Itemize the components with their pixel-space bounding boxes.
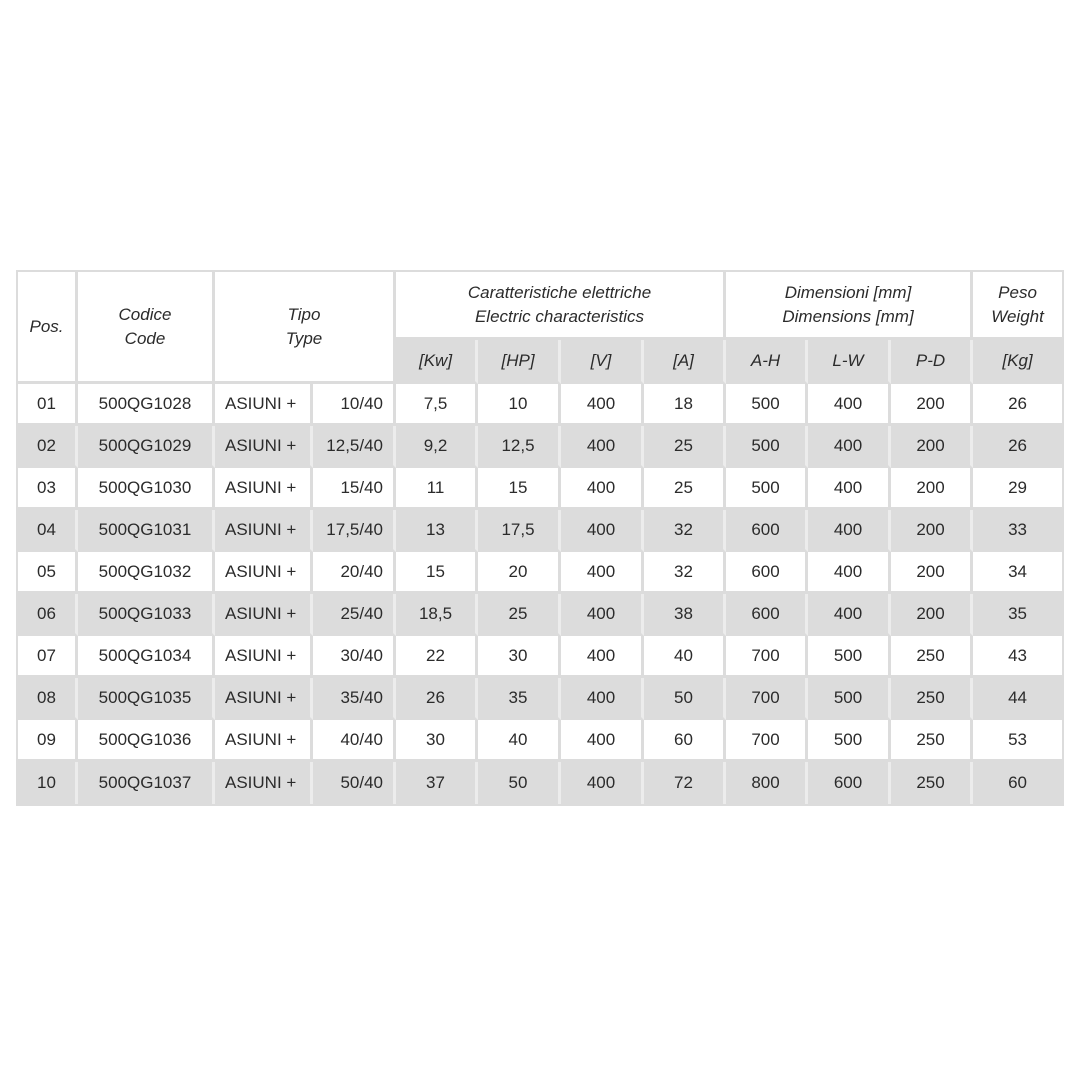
unit-hp: [HP] <box>478 340 561 384</box>
cell-weight: 44 <box>973 678 1062 720</box>
cell-type-rating: 50/40 <box>313 762 396 804</box>
table-row <box>18 594 1062 636</box>
header-dimensions: Dimensioni [mm] Dimensions [mm] <box>726 272 973 340</box>
cell-dim-width: 400 <box>808 510 891 552</box>
cell-type-model: ASIUNI + <box>215 678 313 720</box>
unit-ah: A-H <box>726 340 808 384</box>
cell-type-rating: 12,5/40 <box>313 426 396 468</box>
cell-code: 500QG1032 <box>78 552 215 594</box>
cell-voltage: 400 <box>561 552 644 594</box>
unit-pd: P-D <box>891 340 973 384</box>
cell-dim-width: 400 <box>808 552 891 594</box>
cell-power-kw: 13 <box>396 510 478 552</box>
cell-weight: 43 <box>973 636 1062 678</box>
unit-a: [A] <box>644 340 726 384</box>
cell-power-hp: 40 <box>478 720 561 762</box>
cell-code: 500QG1034 <box>78 636 215 678</box>
unit-lw: L-W <box>808 340 891 384</box>
unit-kw: [Kw] <box>396 340 478 384</box>
cell-current: 25 <box>644 468 726 510</box>
cell-voltage: 400 <box>561 510 644 552</box>
cell-pos: 08 <box>18 678 78 720</box>
cell-type-model: ASIUNI + <box>215 552 313 594</box>
spec-table-container <box>16 270 1064 806</box>
cell-dim-height: 600 <box>726 510 808 552</box>
cell-power-hp: 35 <box>478 678 561 720</box>
cell-type-rating: 40/40 <box>313 720 396 762</box>
cell-type-rating: 17,5/40 <box>313 510 396 552</box>
cell-power-hp: 30 <box>478 636 561 678</box>
cell-type-model: ASIUNI + <box>215 762 313 804</box>
cell-dim-depth: 200 <box>891 510 973 552</box>
cell-dim-width: 400 <box>808 468 891 510</box>
table-row <box>18 510 1062 552</box>
table-row <box>18 468 1062 510</box>
cell-type-model: ASIUNI + <box>215 468 313 510</box>
cell-dim-height: 500 <box>726 384 808 426</box>
cell-dim-depth: 200 <box>891 552 973 594</box>
spec-table <box>16 270 1064 806</box>
cell-type-rating: 35/40 <box>313 678 396 720</box>
cell-voltage: 400 <box>561 762 644 804</box>
cell-dim-width: 400 <box>808 384 891 426</box>
cell-pos: 03 <box>18 468 78 510</box>
cell-dim-width: 600 <box>808 762 891 804</box>
cell-dim-width: 500 <box>808 678 891 720</box>
cell-weight: 35 <box>973 594 1062 636</box>
cell-dim-height: 600 <box>726 552 808 594</box>
cell-weight: 60 <box>973 762 1062 804</box>
cell-power-kw: 9,2 <box>396 426 478 468</box>
cell-type-rating: 20/40 <box>313 552 396 594</box>
cell-pos: 09 <box>18 720 78 762</box>
cell-dim-depth: 250 <box>891 636 973 678</box>
cell-type-rating: 10/40 <box>313 384 396 426</box>
cell-code: 500QG1030 <box>78 468 215 510</box>
cell-code: 500QG1035 <box>78 678 215 720</box>
cell-code: 500QG1033 <box>78 594 215 636</box>
cell-current: 50 <box>644 678 726 720</box>
cell-current: 60 <box>644 720 726 762</box>
cell-dim-height: 500 <box>726 468 808 510</box>
cell-voltage: 400 <box>561 384 644 426</box>
cell-voltage: 400 <box>561 468 644 510</box>
table-row <box>18 384 1062 426</box>
cell-pos: 06 <box>18 594 78 636</box>
cell-type-model: ASIUNI + <box>215 594 313 636</box>
cell-pos: 05 <box>18 552 78 594</box>
cell-type-rating: 25/40 <box>313 594 396 636</box>
cell-dim-height: 700 <box>726 720 808 762</box>
cell-weight: 26 <box>973 426 1062 468</box>
cell-voltage: 400 <box>561 678 644 720</box>
table-row <box>18 678 1062 720</box>
unit-kg: [Kg] <box>973 340 1062 384</box>
cell-dim-depth: 250 <box>891 720 973 762</box>
cell-pos: 10 <box>18 762 78 804</box>
cell-power-hp: 25 <box>478 594 561 636</box>
cell-voltage: 400 <box>561 720 644 762</box>
cell-power-kw: 26 <box>396 678 478 720</box>
cell-type-model: ASIUNI + <box>215 510 313 552</box>
cell-dim-depth: 200 <box>891 384 973 426</box>
cell-dim-height: 800 <box>726 762 808 804</box>
cell-dim-height: 500 <box>726 426 808 468</box>
table-body <box>18 384 1062 804</box>
cell-dim-width: 500 <box>808 636 891 678</box>
cell-dim-depth: 250 <box>891 678 973 720</box>
cell-current: 18 <box>644 384 726 426</box>
cell-dim-height: 600 <box>726 594 808 636</box>
cell-current: 25 <box>644 426 726 468</box>
cell-dim-width: 500 <box>808 720 891 762</box>
cell-code: 500QG1036 <box>78 720 215 762</box>
header-pos: Pos. <box>18 272 78 384</box>
cell-dim-width: 400 <box>808 426 891 468</box>
cell-type-rating: 30/40 <box>313 636 396 678</box>
cell-pos: 02 <box>18 426 78 468</box>
table-row <box>18 552 1062 594</box>
cell-code: 500QG1028 <box>78 384 215 426</box>
cell-dim-height: 700 <box>726 678 808 720</box>
cell-pos: 04 <box>18 510 78 552</box>
cell-power-hp: 12,5 <box>478 426 561 468</box>
cell-weight: 33 <box>973 510 1062 552</box>
table-row <box>18 426 1062 468</box>
cell-dim-depth: 250 <box>891 762 973 804</box>
cell-power-hp: 50 <box>478 762 561 804</box>
cell-type-model: ASIUNI + <box>215 384 313 426</box>
cell-dim-width: 400 <box>808 594 891 636</box>
cell-type-model: ASIUNI + <box>215 636 313 678</box>
cell-dim-depth: 200 <box>891 468 973 510</box>
cell-type-model: ASIUNI + <box>215 720 313 762</box>
cell-power-hp: 15 <box>478 468 561 510</box>
cell-weight: 26 <box>973 384 1062 426</box>
table-row <box>18 762 1062 804</box>
cell-current: 32 <box>644 552 726 594</box>
cell-power-kw: 37 <box>396 762 478 804</box>
cell-voltage: 400 <box>561 636 644 678</box>
cell-voltage: 400 <box>561 594 644 636</box>
cell-pos: 07 <box>18 636 78 678</box>
cell-current: 32 <box>644 510 726 552</box>
unit-v: [V] <box>561 340 644 384</box>
cell-code: 500QG1037 <box>78 762 215 804</box>
cell-power-kw: 11 <box>396 468 478 510</box>
cell-dim-height: 700 <box>726 636 808 678</box>
cell-power-hp: 20 <box>478 552 561 594</box>
cell-code: 500QG1029 <box>78 426 215 468</box>
cell-power-kw: 30 <box>396 720 478 762</box>
cell-current: 38 <box>644 594 726 636</box>
header-code: Codice Code <box>78 272 215 384</box>
cell-power-kw: 7,5 <box>396 384 478 426</box>
table-row <box>18 636 1062 678</box>
cell-power-kw: 18,5 <box>396 594 478 636</box>
cell-dim-depth: 200 <box>891 426 973 468</box>
cell-pos: 01 <box>18 384 78 426</box>
cell-type-model: ASIUNI + <box>215 426 313 468</box>
cell-power-kw: 22 <box>396 636 478 678</box>
cell-code: 500QG1031 <box>78 510 215 552</box>
cell-power-hp: 17,5 <box>478 510 561 552</box>
cell-weight: 34 <box>973 552 1062 594</box>
header-weight: Peso Weight <box>973 272 1062 340</box>
cell-current: 40 <box>644 636 726 678</box>
header-electric: Caratteristiche elettriche Electric characteristics <box>396 272 726 340</box>
cell-current: 72 <box>644 762 726 804</box>
header-type: Tipo Type <box>215 272 396 384</box>
cell-voltage: 400 <box>561 426 644 468</box>
cell-weight: 53 <box>973 720 1062 762</box>
cell-power-kw: 15 <box>396 552 478 594</box>
cell-weight: 29 <box>973 468 1062 510</box>
cell-power-hp: 10 <box>478 384 561 426</box>
cell-type-rating: 15/40 <box>313 468 396 510</box>
table-row <box>18 720 1062 762</box>
cell-dim-depth: 200 <box>891 594 973 636</box>
